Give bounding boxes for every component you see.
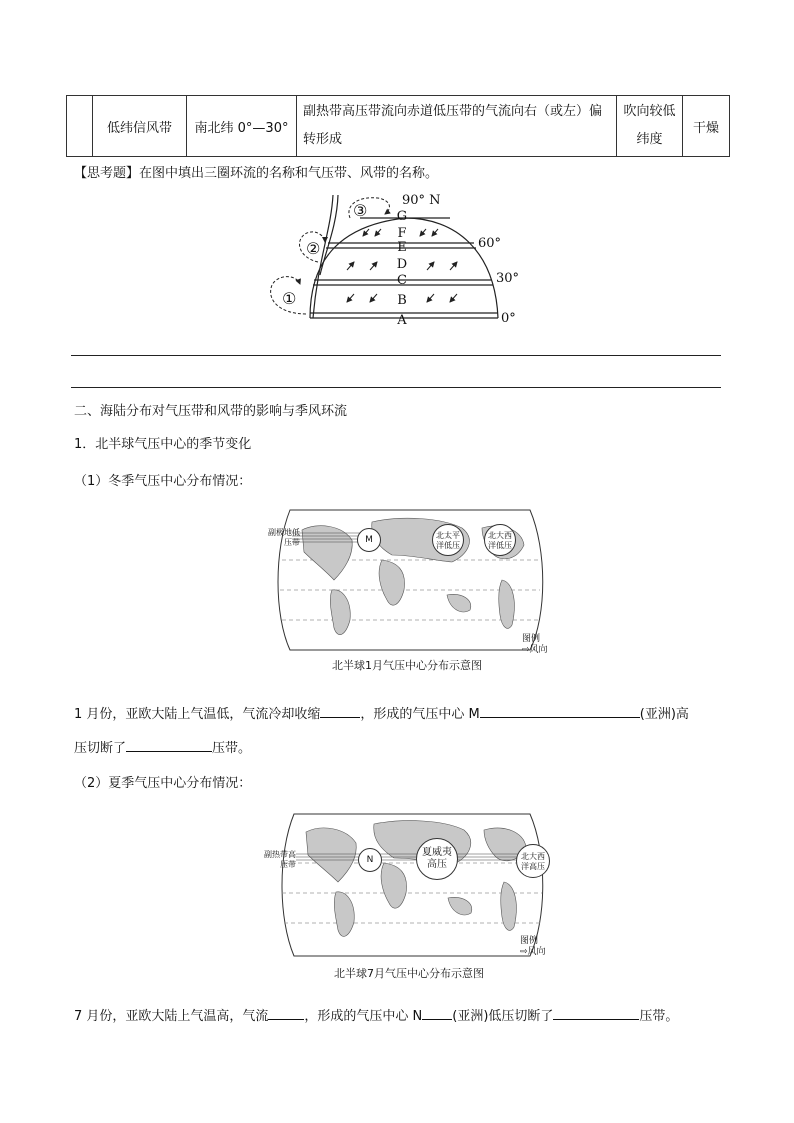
wind-arrow [427,294,434,302]
top-latitude-label: 90° N [402,193,441,208]
band-letter: E [397,240,407,255]
map-caption: 北半球1月气压中心分布示意图 [332,659,482,672]
legend-item [522,645,548,656]
answer-blank[interactable] [422,1005,452,1020]
map-caption: 北半球7月气压中心分布示意图 [334,967,484,980]
center-n-label: N [366,855,374,865]
pacific-low-label-2: 洋低压 [436,541,460,550]
answer-line [71,387,721,388]
january-question-line1 [74,703,689,723]
legend [522,634,548,656]
think-question [74,166,438,182]
january-question-line2 [74,737,251,757]
answer-blank[interactable] [553,1005,639,1020]
wind-arrow [347,262,354,270]
atlantic-high-circle [516,844,550,878]
wind-arrow [450,262,457,270]
hawaii-high-label-2: 高压 [427,859,447,870]
center-m-label: M [365,535,373,545]
wind-arrow [370,262,377,270]
answer-blank[interactable] [320,703,360,718]
answer-blank[interactable] [268,1005,304,1020]
july-map-graphic [262,808,562,980]
table-row [67,96,730,157]
jul-text-1: 7 月份，亚欧大陆上气温高，气流 [74,1009,269,1024]
wind-arrow [370,294,377,302]
cell-number-3: ③ [353,201,368,220]
table-cell-blank [67,96,93,157]
band-letter: D [396,257,408,272]
section-heading: 二、海陆分布对气压带和风带的影响与季风环流 [74,404,348,419]
legend-title: 图例 [520,936,539,946]
legend-item [520,947,546,958]
answer-blank[interactable] [126,737,212,752]
pressure-center-m [357,528,381,552]
climate-character: 干燥 [683,96,730,157]
latitude-label-30: 30° [496,271,520,286]
wind-arrow [363,229,369,236]
summer-label: （2）夏季气压中心分布情况： [74,776,252,791]
subpolar-low-label-2: 压带 [284,538,300,547]
wind-arrow [375,229,381,236]
arrow-icon: ⇨ [522,645,530,655]
subtropical-high-label-2: 压带 [280,860,296,869]
wind-belt-name: 低纬信风带 [93,96,187,157]
cell-number-2: ② [306,239,321,258]
legend-item-label: 风向 [529,645,548,655]
latitude-label-60: 60° [478,236,502,251]
hawaii-high-circle [416,838,458,880]
three-cell-circulation-diagram [260,190,540,330]
band-letter: C [397,273,407,288]
subtropical-high-label [262,850,296,870]
wind-arrow [347,294,354,302]
jul-text-4: 压带。 [639,1009,679,1024]
july-pressure-map [262,808,562,980]
latitude-label-0: 0° [501,311,516,326]
band-letter: F [397,226,407,241]
subsection-heading: 1．北半球气压中心的季节变化 [74,437,252,452]
formation-cause: 副热带高压带流向赤道低压带的气流向右（或左）偏转形成 [297,96,617,157]
wind-arrow [432,229,438,236]
jul-text-2: ，形成的气压中心 N [304,1009,423,1024]
zone-table [66,95,730,157]
jan-text-3: (亚洲)高 [639,707,689,722]
think-question-text: 在图中填出三圈环流的名称和气压带、风带的名称。 [139,166,439,181]
wind-arrow [450,294,457,302]
wind-effect: 吹向较低纬度 [617,96,683,157]
winter-label: （1）冬季气压中心分布情况： [74,474,252,489]
legend-title: 图例 [522,634,541,644]
legend [520,936,546,958]
subpolar-low-label-1: 副极地低 [268,528,300,537]
answer-line [71,355,721,356]
january-pressure-map [262,500,562,670]
subpolar-low-label [264,528,300,548]
atlantic-low-circle [484,524,516,556]
pacific-low-label-1: 北太平 [436,531,460,540]
atlantic-high-label-2: 洋高压 [521,862,545,871]
wind-arrow [427,262,434,270]
atlantic-low-label-2: 洋低压 [488,541,512,550]
january-map-graphic [262,500,562,670]
think-question-label: 【思考题】 [74,166,140,181]
pacific-low-circle [432,524,464,556]
arrow-icon: ⇨ [520,947,528,957]
answer-blank[interactable] [480,703,640,718]
legend-item-label: 风向 [527,947,546,957]
wind-arrow [420,229,426,236]
atlantic-low-label-1: 北大西 [488,531,512,540]
jan-text-1: 1 月份，亚欧大陆上气温低，气流冷却收缩 [74,707,321,722]
jan-text-2: ，形成的气压中心 M [360,707,480,722]
hawaii-high-label-1: 夏威夷 [422,847,452,858]
band-letter: B [397,293,407,308]
jan-text-4: 压切断了 [74,741,127,756]
latitude-range: 南北纬 0°—30° [187,96,297,157]
cell-number-1: ① [282,289,297,308]
band-letter: G [396,209,408,224]
subtropical-high-label-1: 副热带高 [264,850,296,859]
atlantic-high-label-1: 北大西 [521,852,545,861]
jan-text-5: 压带。 [212,741,252,756]
band-letter: A [397,313,407,328]
july-question-line [74,1005,678,1025]
jul-text-3: (亚洲)低压切断了 [452,1009,554,1024]
pressure-center-n [358,848,382,872]
